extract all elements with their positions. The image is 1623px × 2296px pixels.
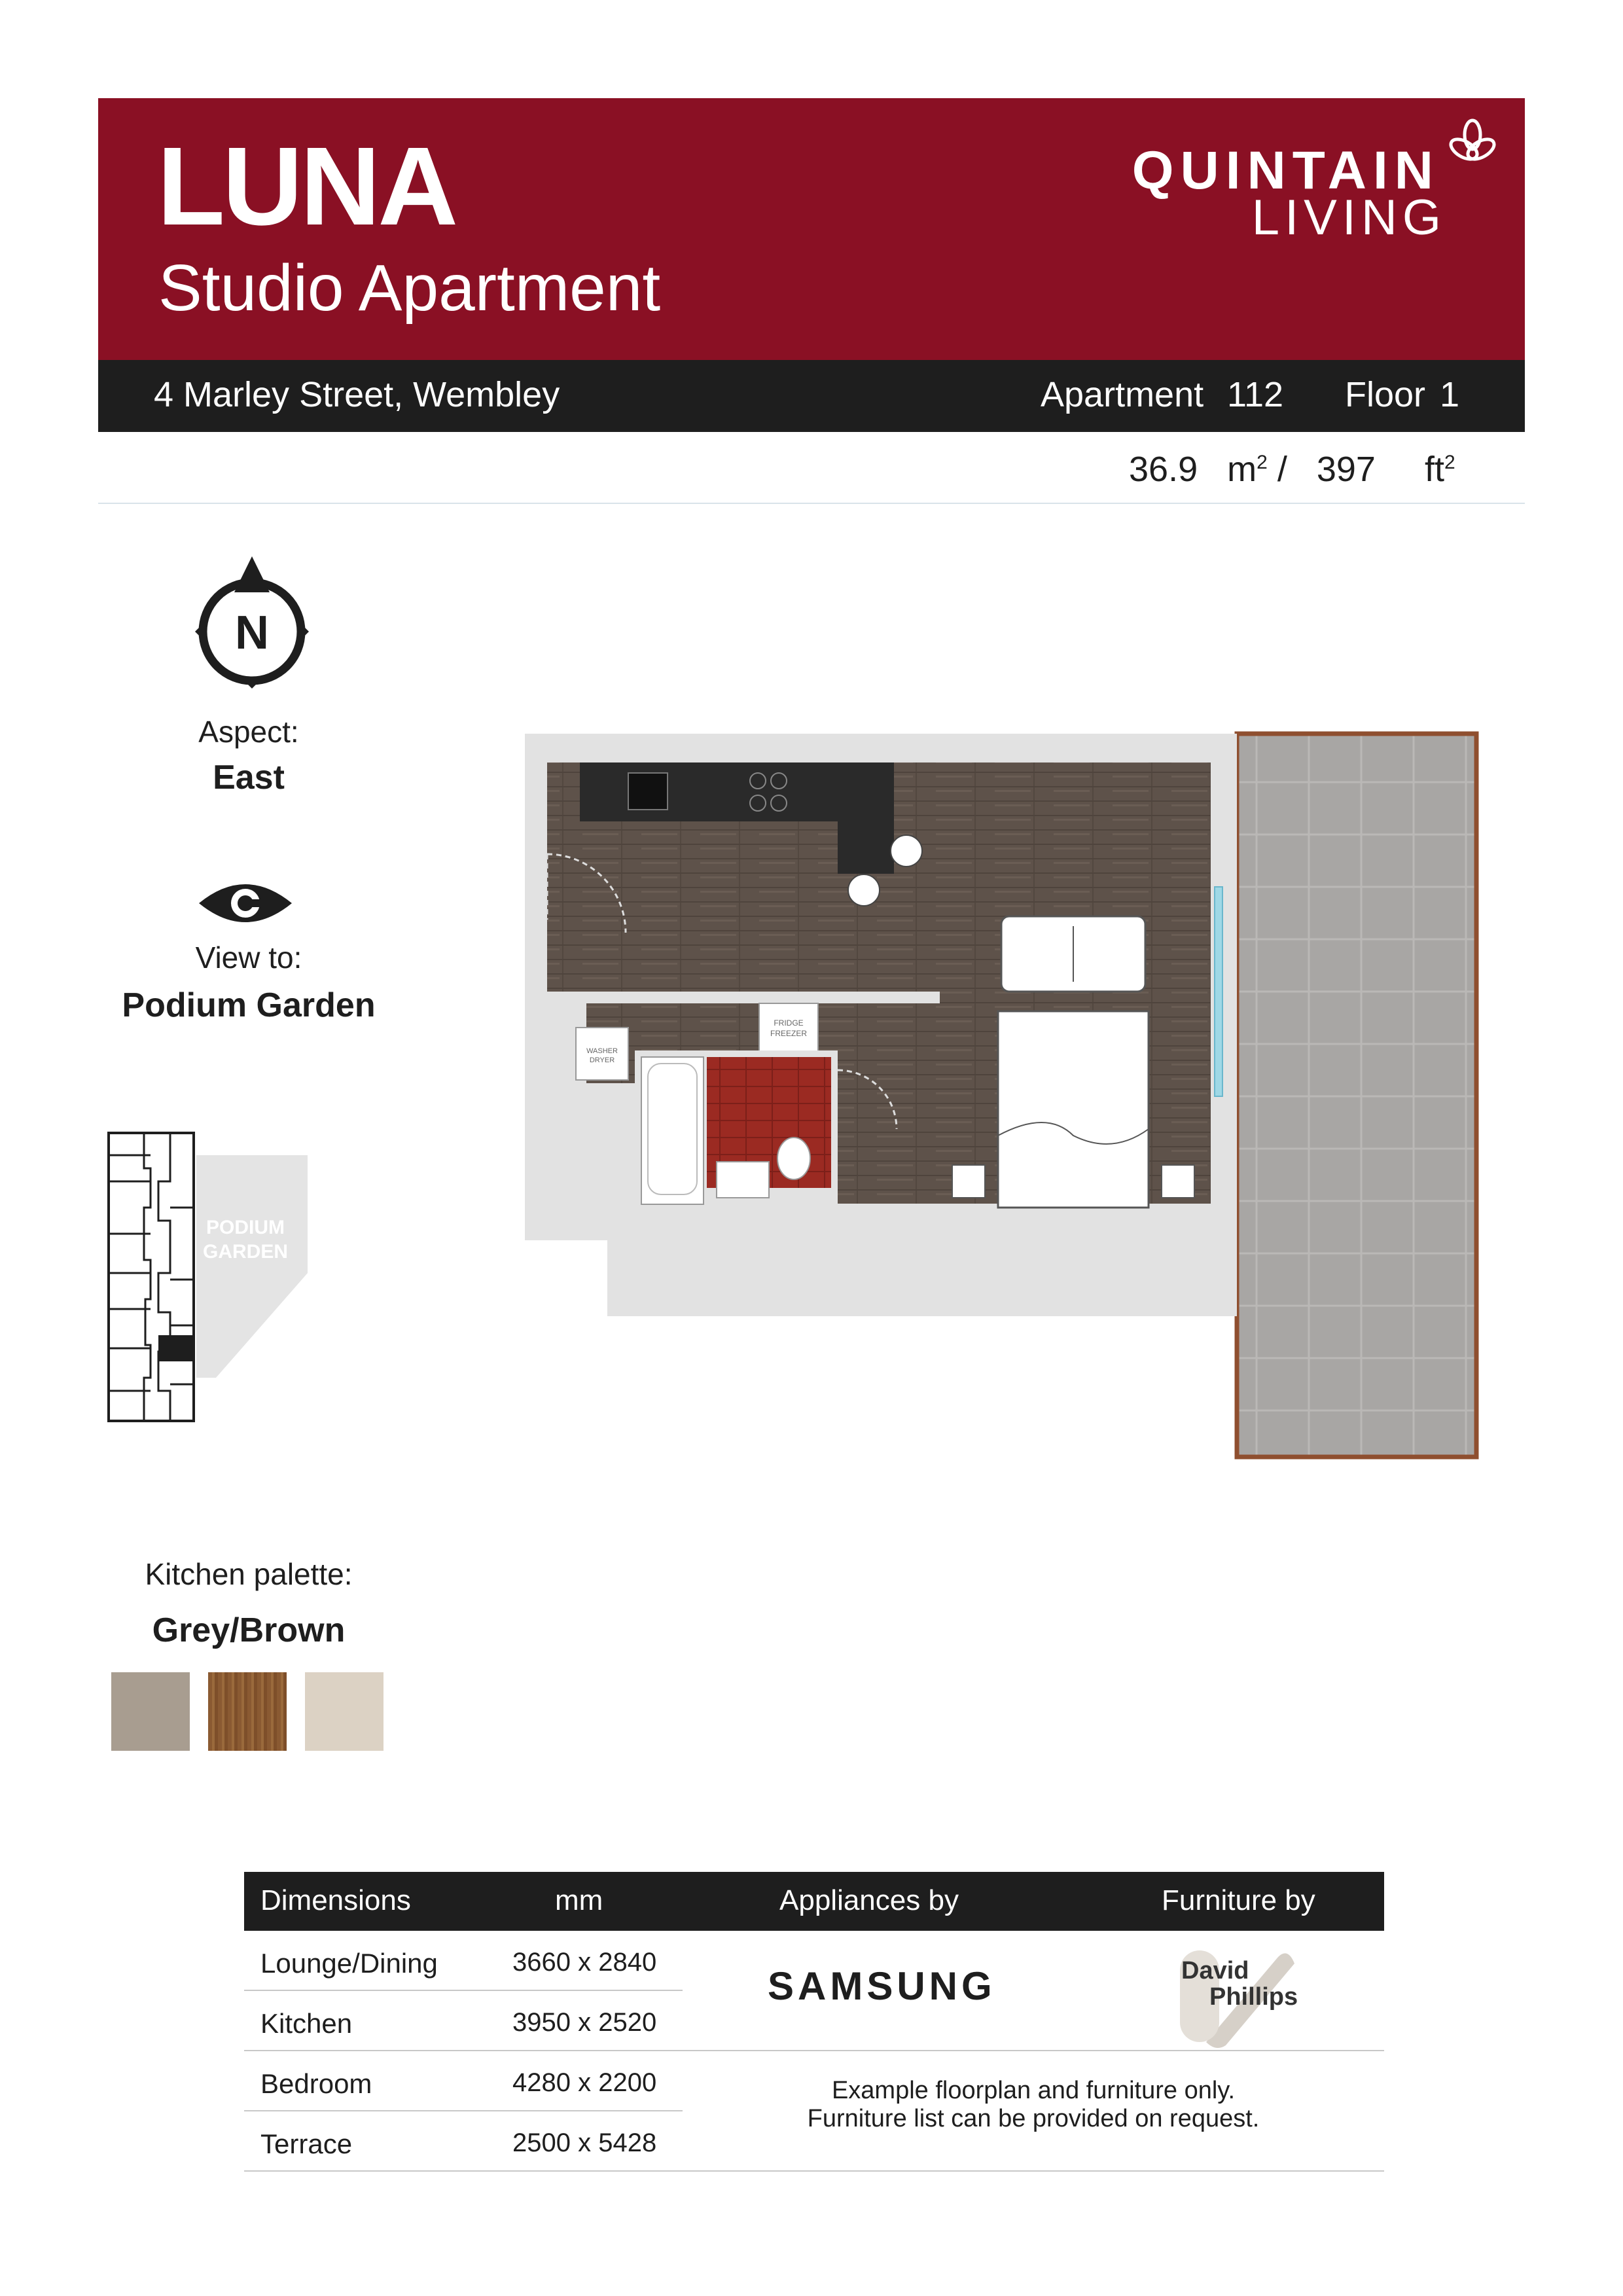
fridge-label-2: FREEZER (770, 1029, 808, 1038)
header-dimensions: Dimensions (260, 1884, 411, 1916)
address: 4 Marley Street, Wembley (154, 375, 560, 414)
apartment-marker (158, 1335, 194, 1361)
area-sqft-unit: ft (1424, 450, 1444, 489)
note-line-2: Furniture list can be provided on request. (807, 2105, 1260, 2132)
palette-label: Kitchen palette: (145, 1557, 353, 1591)
palette-swatch-wood (208, 1672, 287, 1751)
table-row (244, 2051, 683, 2111)
info-bar (98, 360, 1525, 432)
basin (717, 1162, 769, 1198)
washer-label-1: WASHER (586, 1047, 618, 1055)
brands-divider (683, 2050, 1384, 2051)
podium-label-1: PODIUM (206, 1217, 285, 1238)
area-sqm-unit: m (1227, 450, 1257, 489)
fridge-label-1: FRIDGE (774, 1018, 804, 1028)
table-row (244, 1931, 683, 1991)
aspect-label: Aspect: (198, 715, 299, 749)
apartment-label: Apartment (1041, 375, 1204, 414)
area-sqft: 397 (1316, 450, 1376, 489)
sqft-exponent: 2 (1444, 452, 1455, 473)
room-name: Terrace (260, 2128, 353, 2159)
compass-letter: N (235, 607, 269, 659)
notes-divider (683, 2170, 1384, 2172)
header-furniture: Furniture by (1162, 1884, 1315, 1916)
table-row (244, 2111, 683, 2172)
bed (998, 1011, 1149, 1208)
terrace (1237, 734, 1476, 1457)
room-name: Kitchen (260, 2008, 353, 2039)
room-size: 3950 x 2520 (512, 2008, 657, 2037)
apartment-number: 112 (1227, 375, 1284, 414)
stool-icon (891, 835, 922, 867)
stool-icon-2 (848, 874, 880, 906)
note-line-1: Example floorplan and furniture only. (831, 2077, 1236, 2104)
divider (98, 503, 1525, 504)
compass-icon (183, 553, 321, 691)
kitchen-sink-icon (628, 773, 668, 810)
palette-swatch-cream (305, 1672, 383, 1751)
floor-number: 1 (1440, 375, 1460, 414)
eye-icon (196, 877, 294, 929)
toilet (777, 1138, 810, 1179)
view-value: Podium Garden (122, 986, 376, 1024)
podium-garden-area (196, 1155, 308, 1378)
brand-logo-word-1: QUINTAIN (1132, 141, 1440, 200)
area-separator: / (1277, 450, 1287, 489)
apartment-type: Studio Apartment (158, 251, 661, 325)
floor-plan (524, 730, 1492, 1463)
room-name: Bedroom (260, 2068, 372, 2099)
room-size: 2500 x 5428 (512, 2128, 657, 2157)
room-size: 4280 x 2200 (512, 2068, 657, 2097)
floor-label: Floor (1345, 375, 1426, 414)
brand-logo-word-2: LIVING (1251, 190, 1446, 245)
development-title: LUNA (157, 124, 456, 249)
furniture-brand-1: David (1181, 1957, 1249, 1984)
room-name: Lounge/Dining (260, 1948, 438, 1979)
header-appliances: Appliances by (779, 1884, 959, 1916)
bedside-table-left (952, 1165, 985, 1198)
bedside-table-right (1162, 1165, 1194, 1198)
sqm-exponent: 2 (1257, 452, 1268, 473)
brand-knot-icon (1446, 117, 1499, 169)
room-size: 3660 x 2840 (512, 1948, 657, 1977)
area-sqm: 36.9 (1129, 450, 1198, 489)
view-label: View to: (195, 941, 302, 975)
washer-label-2: DRYER (589, 1056, 615, 1064)
bathtub (641, 1057, 704, 1204)
header-mm: mm (555, 1884, 603, 1916)
furniture-brand-2: Phillips (1209, 1983, 1298, 2011)
table-row (244, 1991, 683, 2051)
palette-swatch-grey (111, 1672, 190, 1751)
header-banner (98, 98, 1525, 360)
aspect-value: East (213, 759, 285, 797)
palette-value: Grey/Brown (152, 1611, 346, 1649)
podium-label-2: GARDEN (202, 1241, 289, 1263)
table-header (244, 1872, 1384, 1931)
site-plan-map (105, 1129, 321, 1424)
area-row (1129, 452, 1455, 487)
terrace-window (1215, 887, 1222, 1096)
samsung-logo: SAMSUNG (768, 1964, 996, 2008)
